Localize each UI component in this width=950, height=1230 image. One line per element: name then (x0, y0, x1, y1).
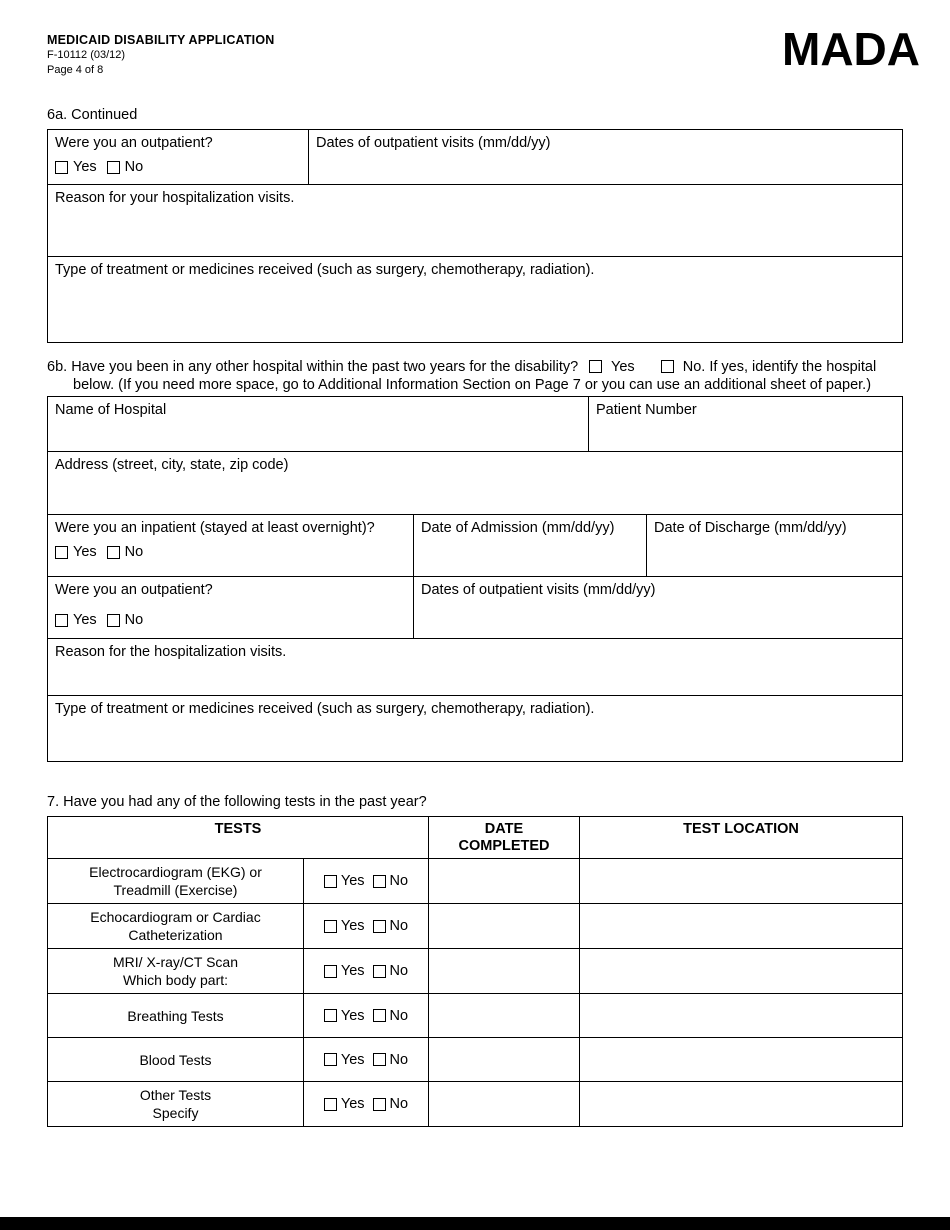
s6a-reason-cell[interactable] (48, 185, 902, 256)
test-location-column-header: TEST LOCATION (579, 817, 902, 858)
mri-no-label: No (389, 963, 409, 979)
test-row-other (48, 1081, 902, 1126)
test-row-echo (48, 903, 902, 948)
s6b-outpatient-yesno-group (55, 612, 406, 628)
s6a-outpatient-no-label: No (124, 159, 144, 175)
other-tests-no-label: No (389, 1096, 409, 1112)
test-row-breathing (48, 993, 902, 1037)
test-name-line: Catheterization (128, 927, 223, 943)
s6b-hospital-name-label: Name of Hospital (55, 402, 167, 418)
section-6b-question (47, 359, 903, 394)
s6b-reason-label: Reason for the hospitalization visits. (55, 644, 287, 660)
other-location-cell[interactable] (579, 1082, 902, 1126)
s6b-inpatient-yes-checkbox[interactable] (55, 546, 68, 559)
mri-location-cell[interactable] (579, 949, 902, 993)
echo-yes-label: Yes (340, 918, 365, 934)
test-name-line: Echocardiogram or Cardiac (90, 909, 261, 925)
section-6a-table (47, 129, 903, 343)
s6b-patient-number-label: Patient Number (596, 402, 697, 418)
s6b-outpatient-no-label: No (124, 612, 144, 628)
test-name-line: Other Tests (139, 1087, 212, 1103)
mri-yes-checkbox[interactable] (324, 965, 337, 978)
echo-yesno-cell (303, 904, 428, 948)
s6a-outpatient-question-cell (48, 130, 308, 184)
s6b-outpatient-yes-checkbox[interactable] (55, 614, 68, 627)
s6b-patient-number-cell[interactable] (588, 397, 902, 451)
s6b-inpatient-yes-label: Yes (73, 544, 97, 560)
s6b-treatment-cell[interactable] (48, 696, 902, 761)
s6b-treatment-row (48, 695, 902, 761)
s6a-treatment-label: Type of treatment or medicines received (such as surgery, chemotherapy, radiation). (55, 262, 595, 278)
mri-yesno-cell (303, 949, 428, 993)
s6a-outpatient-yes-label: Yes (73, 159, 97, 175)
s6b-outpatient-yes-label: Yes (73, 612, 97, 628)
section-6b-table (47, 396, 903, 762)
s6b-name-row (48, 397, 902, 451)
test-name-line: Specify (152, 1105, 199, 1121)
other-tests-yes-label: Yes (340, 1096, 365, 1112)
s6b-inpatient-question: Were you an inpatient (stayed at least overnight)? (55, 520, 375, 536)
blood-test-name-cell (48, 1038, 303, 1081)
s6b-outpatient-question-cell (48, 577, 413, 638)
ekg-yesno-cell (303, 859, 428, 903)
blood-yesno-cell (303, 1038, 428, 1081)
s6b-treatment-label: Type of treatment or medicines received (such as surgery, chemotherapy, radiation). (55, 701, 595, 717)
s7-header-row (48, 817, 902, 858)
mada-logo: MADA (782, 23, 920, 75)
form-title: MEDICAID DISABILITY APPLICATION (47, 33, 275, 47)
footer-bar (0, 1217, 950, 1230)
blood-no-checkbox[interactable] (373, 1053, 386, 1066)
s6a-outpatient-question: Were you an outpatient? (55, 135, 213, 151)
blood-location-cell[interactable] (579, 1038, 902, 1081)
s6b-outpatient-row (48, 576, 902, 638)
test-name-line: Breathing Tests (127, 1007, 224, 1024)
section-6a-heading: 6a. Continued (47, 107, 138, 123)
s6a-reason-label: Reason for your hospitalization visits. (55, 190, 295, 206)
other-tests-yes-checkbox[interactable] (324, 1098, 337, 1111)
ekg-yes-label: Yes (340, 873, 365, 889)
date-completed-header-text: DATE COMPLETED (458, 821, 550, 854)
ekg-no-checkbox[interactable] (373, 875, 386, 888)
other-yesno-cell (303, 1082, 428, 1126)
other-date-cell[interactable] (428, 1082, 579, 1126)
breathing-test-name-cell (48, 994, 303, 1037)
s6b-question-text: Have you been in any other hospital within the past two years for the disability? (71, 359, 579, 375)
blood-yes-checkbox[interactable] (324, 1053, 337, 1066)
s6a-reason-row (48, 184, 902, 256)
ekg-no-label: No (389, 873, 409, 889)
s6a-outpatient-yes-checkbox[interactable] (55, 161, 68, 174)
other-tests-no-checkbox[interactable] (373, 1098, 386, 1111)
form-header (47, 0, 903, 77)
blood-no-label: No (389, 1051, 409, 1068)
page-number: Page 4 of 8 (47, 64, 104, 76)
s6b-inpatient-question-cell (48, 515, 413, 576)
mri-yes-label: Yes (340, 963, 365, 979)
s6b-inpatient-yesno-group (55, 544, 406, 560)
s6a-outpatient-dates-cell[interactable] (308, 130, 902, 184)
s6a-outpatient-row (48, 130, 902, 184)
date-completed-column-header (428, 817, 579, 858)
s6b-number: 6b. (47, 359, 68, 375)
tests-column-header: TESTS (214, 821, 262, 837)
test-row-ekg (48, 858, 902, 903)
breathing-location-cell[interactable] (579, 994, 902, 1037)
s6b-other-hospital-no-checkbox[interactable] (661, 360, 674, 373)
s6b-hospital-name-cell[interactable] (48, 397, 588, 451)
s6b-address-label: Address (street, city, state, zip code) (55, 457, 289, 473)
s6b-outpatient-dates-cell[interactable] (413, 577, 902, 638)
s6b-address-row (48, 451, 902, 514)
s6b-instructions: If yes, identify the hospital below. (If you need more space, go to Additional Information Section on Page 7 or you can use an additional sheet of paper.) (73, 359, 877, 393)
echo-no-label: No (389, 918, 409, 934)
breathing-no-label: No (389, 1007, 409, 1024)
s6a-outpatient-dates-label: Dates of outpatient visits (mm/dd/yy) (316, 135, 551, 151)
echo-location-cell[interactable] (579, 904, 902, 948)
echo-no-checkbox[interactable] (373, 920, 386, 933)
s6b-outpatient-question: Were you an outpatient? (55, 582, 213, 598)
s6a-outpatient-yesno-group (55, 159, 301, 175)
mri-date-cell[interactable] (428, 949, 579, 993)
test-name-line: Electrocardiogram (EKG) or (89, 864, 262, 880)
s6a-outpatient-no-checkbox[interactable] (107, 161, 120, 174)
s6b-outpatient-dates-label: Dates of outpatient visits (mm/dd/yy) (421, 582, 656, 598)
test-row-blood (48, 1037, 902, 1081)
s6b-discharge-label: Date of Discharge (mm/dd/yy) (654, 520, 847, 536)
test-name-line: Which body part: (122, 972, 229, 988)
s6b-reason-row (48, 638, 902, 695)
s6b-reason-cell[interactable] (48, 639, 902, 695)
test-name-line: Treadmill (Exercise) (113, 882, 238, 898)
breathing-no-checkbox[interactable] (373, 1009, 386, 1022)
s6b-outpatient-no-checkbox[interactable] (107, 614, 120, 627)
mri-no-checkbox[interactable] (373, 965, 386, 978)
s6b-no-label: No. (682, 359, 706, 375)
s6b-other-hospital-yes-checkbox[interactable] (589, 360, 602, 373)
ekg-location-cell[interactable] (579, 859, 902, 903)
s6a-treatment-cell[interactable] (48, 257, 902, 342)
blood-date-cell[interactable] (428, 1038, 579, 1081)
test-name-line: MRI/ X-ray/CT Scan (113, 954, 238, 970)
s6b-yes-label: Yes (611, 359, 635, 375)
section-7-table (47, 816, 903, 1127)
echo-yes-checkbox[interactable] (324, 920, 337, 933)
form-number: F-10112 (03/12) (47, 49, 126, 61)
echo-date-cell[interactable] (428, 904, 579, 948)
section-7-heading: 7. Have you had any of the following tests in the past year? (47, 794, 427, 810)
s6b-admission-label: Date of Admission (mm/dd/yy) (421, 520, 615, 536)
mri-test-name-cell (48, 949, 303, 993)
s6b-admission-cell[interactable] (413, 515, 646, 576)
s6a-treatment-row (48, 256, 902, 342)
breathing-date-cell[interactable] (428, 994, 579, 1037)
s6b-inpatient-no-checkbox[interactable] (107, 546, 120, 559)
breathing-yesno-cell (303, 994, 428, 1037)
ekg-test-name-cell (48, 859, 303, 903)
s6b-discharge-cell[interactable] (646, 515, 902, 576)
test-name-line: Blood Tests (139, 1051, 212, 1068)
breathing-yes-label: Yes (340, 1007, 365, 1024)
breathing-yes-checkbox[interactable] (324, 1009, 337, 1022)
blood-yes-label: Yes (340, 1051, 365, 1068)
s6b-inpatient-row (48, 514, 902, 576)
s6b-inpatient-no-label: No (124, 544, 144, 560)
test-row-mri (48, 948, 902, 993)
other-test-name-cell (48, 1082, 303, 1126)
ekg-yes-checkbox[interactable] (324, 875, 337, 888)
echo-test-name-cell (48, 904, 303, 948)
s6b-address-cell[interactable] (48, 452, 902, 514)
ekg-date-cell[interactable] (428, 859, 579, 903)
